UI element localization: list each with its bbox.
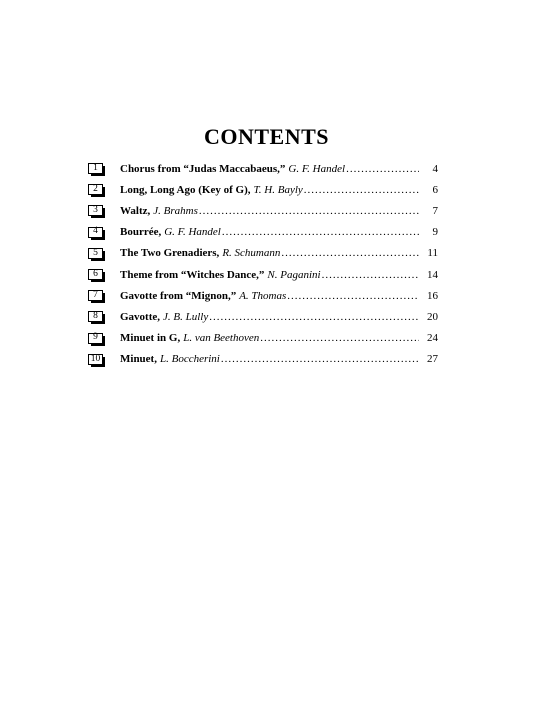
dot-leader xyxy=(221,353,419,365)
entry-text xyxy=(120,353,422,365)
page-number: 9 xyxy=(432,226,438,239)
piece-title: Bourrée, xyxy=(120,226,162,239)
piece-title: Long, Long Ago (Key of G), xyxy=(120,183,251,196)
toc-entry[interactable] xyxy=(88,222,438,243)
toc-entry[interactable] xyxy=(88,200,438,221)
composer: N. Paganini xyxy=(267,268,321,281)
piece-title: Chorus from “Judas Maccabaeus,” xyxy=(120,162,286,175)
dot-leader xyxy=(222,226,419,238)
composer: T. H. Bayly xyxy=(253,183,303,196)
composer: L. van Beethoven xyxy=(183,332,260,345)
entry-text xyxy=(120,226,422,238)
page-number: 11 xyxy=(427,247,438,260)
entry-number-box: 9 xyxy=(88,333,103,344)
toc-entry[interactable] xyxy=(88,264,438,285)
piece-title: Minuet, xyxy=(120,353,157,366)
dot-leader xyxy=(304,184,419,196)
entry-text xyxy=(120,247,422,259)
composer: G. F. Handel xyxy=(288,162,346,175)
page-number: 24 xyxy=(427,332,438,345)
entry-text xyxy=(120,290,422,302)
entry-number-box: 10 xyxy=(88,354,103,365)
composer: J. B. Lully xyxy=(163,310,209,323)
composer: G. F. Handel xyxy=(164,226,221,239)
entry-number-box: 7 xyxy=(88,290,103,301)
table-of-contents xyxy=(88,158,438,370)
entry-number-box: 3 xyxy=(88,205,103,216)
piece-title: The Two Grenadiers, xyxy=(120,247,220,260)
composer: J. Brahms xyxy=(153,204,198,217)
entry-number-box: 2 xyxy=(88,184,103,195)
entry-number-box: 4 xyxy=(88,227,103,238)
piece-title: Theme from “Witches Dance,” xyxy=(120,268,265,281)
dot-leader xyxy=(199,205,419,217)
toc-entry[interactable] xyxy=(88,158,438,179)
piece-title: Minuet in G, xyxy=(120,332,181,345)
toc-entry[interactable] xyxy=(88,179,438,200)
entry-number-box: 5 xyxy=(88,248,103,259)
toc-entry[interactable] xyxy=(88,349,438,370)
composer: R. Schumann xyxy=(222,247,281,260)
dot-leader xyxy=(281,247,419,259)
page-number: 20 xyxy=(427,310,438,323)
page-number: 4 xyxy=(432,162,438,175)
page-number: 16 xyxy=(427,289,438,302)
page-number: 27 xyxy=(427,353,438,366)
dot-leader xyxy=(322,269,419,281)
entry-text xyxy=(120,163,422,175)
toc-entry[interactable] xyxy=(88,285,438,306)
entry-text xyxy=(120,332,422,344)
page-number: 6 xyxy=(432,183,438,196)
entry-text xyxy=(120,205,422,217)
entry-text xyxy=(120,311,422,323)
page-title: CONTENTS xyxy=(203,124,330,149)
piece-title: Gavotte from “Mignon,” xyxy=(120,289,237,302)
toc-entry[interactable] xyxy=(88,306,438,327)
toc-entry[interactable] xyxy=(88,328,438,349)
page-number: 7 xyxy=(432,204,438,217)
toc-entry[interactable] xyxy=(88,243,438,264)
dot-leader xyxy=(209,311,419,323)
composer: A. Thomas xyxy=(239,289,287,302)
composer: L. Boccherini xyxy=(159,353,220,366)
entry-number-box: 8 xyxy=(88,311,103,322)
entry-text xyxy=(120,184,422,196)
entry-number-box: 6 xyxy=(88,269,103,280)
dot-leader xyxy=(260,332,419,344)
entry-text xyxy=(120,269,422,281)
piece-title: Waltz, xyxy=(120,204,151,217)
page-number: 14 xyxy=(427,268,438,281)
dot-leader xyxy=(346,163,419,175)
entry-number-box: 1 xyxy=(88,163,103,174)
piece-title: Gavotte, xyxy=(120,310,161,323)
dot-leader xyxy=(287,290,419,302)
